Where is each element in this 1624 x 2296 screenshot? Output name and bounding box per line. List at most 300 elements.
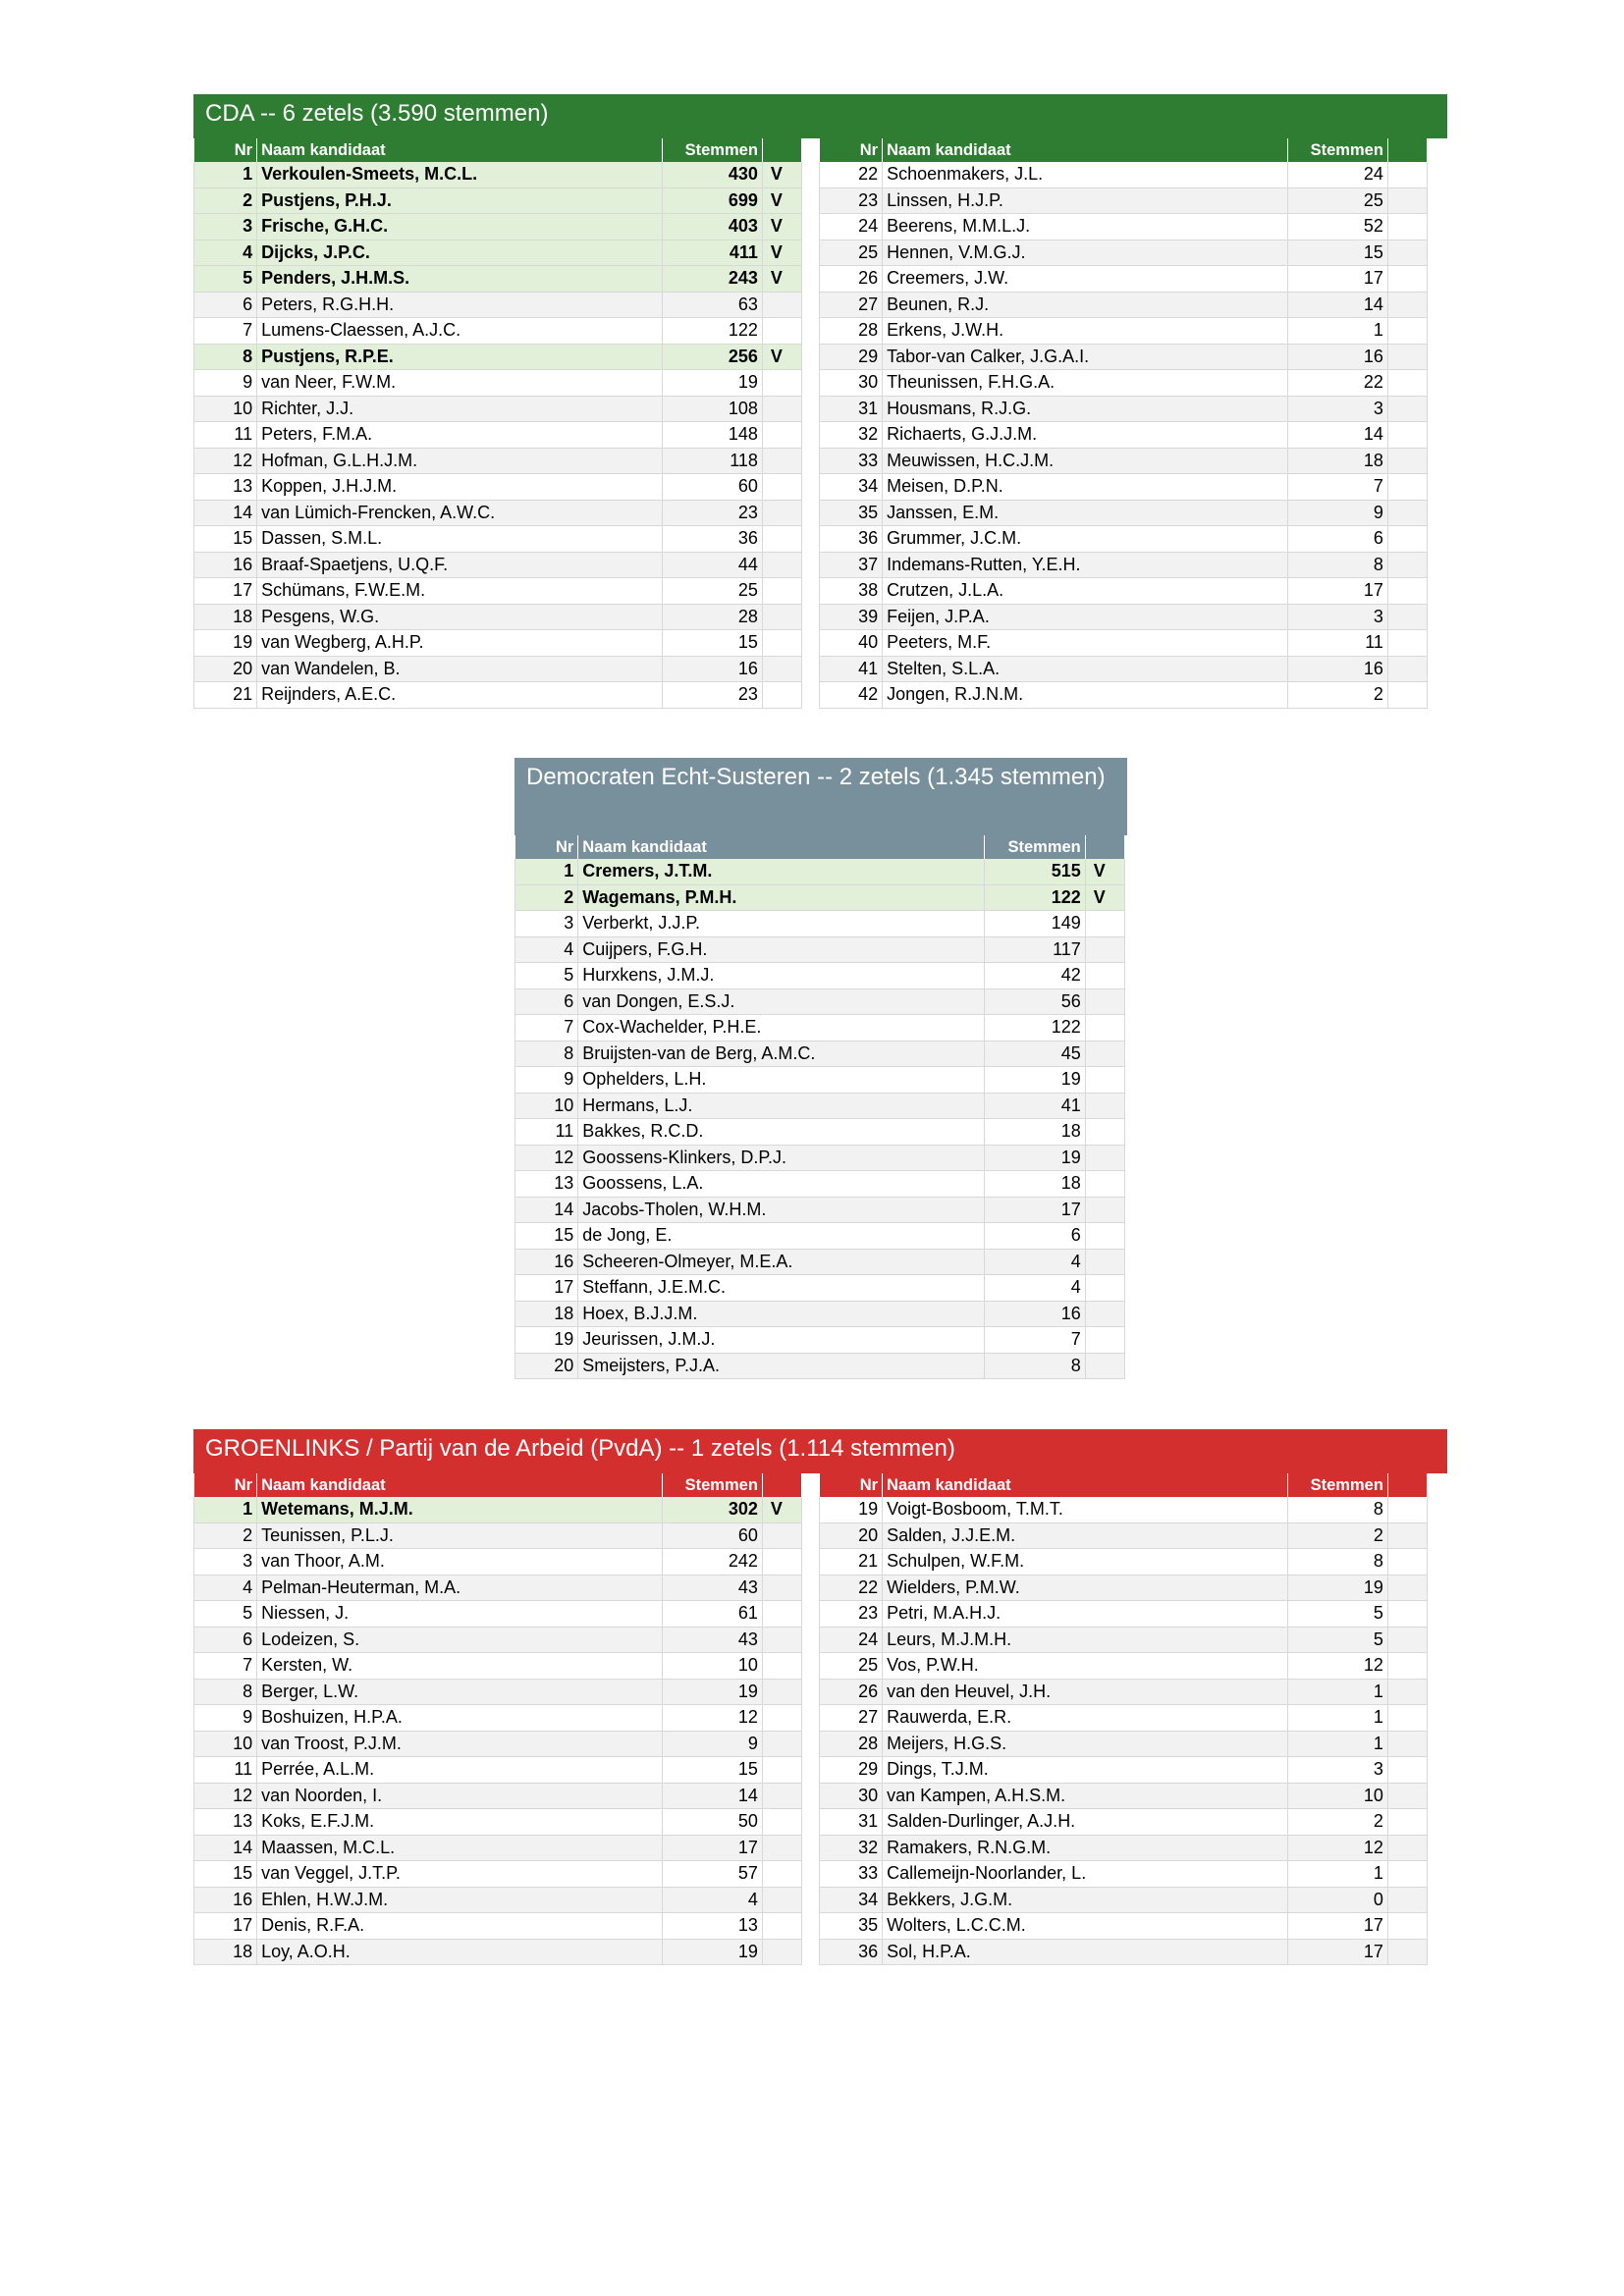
elected-mark — [1085, 1353, 1124, 1379]
candidate-votes: 3 — [1287, 604, 1387, 630]
candidate-name: Sol, H.P.A. — [883, 1939, 1288, 1965]
candidate-nr: 41 — [820, 656, 883, 682]
table-row — [820, 162, 1428, 187]
elected-mark — [1387, 1757, 1427, 1784]
candidate-nr: 23 — [820, 187, 883, 214]
candidate-votes: 8 — [1287, 552, 1387, 578]
candidate-votes: 61 — [662, 1601, 762, 1628]
candidate-votes: 22 — [1287, 370, 1387, 397]
table-row — [515, 963, 1125, 989]
candidate-nr: 6 — [194, 1627, 257, 1653]
candidate-nr: 6 — [515, 988, 578, 1015]
elected-mark — [1387, 1705, 1427, 1732]
candidate-name: Niessen, J. — [257, 1601, 663, 1628]
candidate-nr: 5 — [194, 1601, 257, 1628]
candidate-votes: 14 — [662, 1783, 762, 1809]
candidate-votes: 11 — [1287, 630, 1387, 657]
elected-mark: V — [762, 214, 801, 240]
table-row — [820, 1861, 1428, 1888]
column-header-votes: Stemmen — [662, 138, 762, 162]
candidate-name: Berger, L.W. — [257, 1679, 663, 1705]
table-row — [820, 1731, 1428, 1757]
elected-mark — [1387, 630, 1427, 657]
candidate-votes: 25 — [1287, 187, 1387, 214]
candidate-votes: 13 — [662, 1913, 762, 1940]
candidate-votes: 14 — [1287, 292, 1387, 318]
candidate-nr: 18 — [515, 1301, 578, 1327]
elected-mark — [1387, 1601, 1427, 1628]
table-row — [194, 1679, 802, 1705]
candidate-votes: 15 — [1287, 240, 1387, 266]
candidate-name: Ophelders, L.H. — [578, 1067, 985, 1094]
table-row — [820, 526, 1428, 553]
candidate-votes: 122 — [985, 884, 1085, 911]
table-row — [820, 1705, 1428, 1732]
candidate-nr: 9 — [194, 1705, 257, 1732]
candidate-table — [819, 138, 1428, 709]
candidate-name: Bruijsten-van de Berg, A.M.C. — [578, 1041, 985, 1067]
elected-mark — [1085, 988, 1124, 1015]
column-header-elected — [1387, 138, 1427, 162]
table-row — [515, 1145, 1125, 1171]
candidate-nr: 4 — [194, 240, 257, 266]
candidate-name: Meuwissen, H.C.J.M. — [883, 448, 1288, 474]
elected-mark — [762, 1757, 801, 1784]
elected-mark — [762, 396, 801, 422]
candidate-nr: 4 — [194, 1575, 257, 1601]
elected-mark — [1387, 474, 1427, 501]
candidate-votes: 17 — [985, 1197, 1085, 1223]
candidate-votes: 4 — [985, 1249, 1085, 1275]
table-row — [194, 187, 802, 214]
candidate-votes: 19 — [662, 370, 762, 397]
table-row — [820, 1601, 1428, 1628]
table-row — [515, 884, 1125, 911]
candidate-name: van Veggel, J.T.P. — [257, 1861, 663, 1888]
candidate-votes: 149 — [985, 911, 1085, 937]
elected-mark — [1085, 1145, 1124, 1171]
candidate-nr: 42 — [820, 682, 883, 709]
candidate-votes: 19 — [1287, 1575, 1387, 1601]
elected-mark — [1085, 1197, 1124, 1223]
table-row — [820, 604, 1428, 630]
candidate-name: Verkoulen-Smeets, M.C.L. — [257, 162, 663, 187]
candidate-name: Housmans, R.J.G. — [883, 396, 1288, 422]
candidate-nr: 8 — [515, 1041, 578, 1067]
elected-mark — [762, 552, 801, 578]
table-row — [194, 500, 802, 526]
table-row — [194, 1549, 802, 1575]
candidate-votes: 6 — [1287, 526, 1387, 553]
candidate-nr: 12 — [194, 448, 257, 474]
table-row — [820, 500, 1428, 526]
candidate-votes: 63 — [662, 292, 762, 318]
candidate-votes: 50 — [662, 1809, 762, 1836]
table-row — [515, 1067, 1125, 1094]
candidate-nr: 11 — [194, 1757, 257, 1784]
elected-mark — [1387, 1497, 1427, 1522]
table-row — [194, 448, 802, 474]
candidate-nr: 15 — [194, 1861, 257, 1888]
candidate-nr: 34 — [820, 1887, 883, 1913]
elected-mark — [762, 526, 801, 553]
candidate-table — [193, 138, 802, 709]
candidate-nr: 20 — [194, 656, 257, 682]
candidate-votes: 17 — [1287, 1939, 1387, 1965]
candidate-votes: 23 — [662, 682, 762, 709]
candidate-name: Dijcks, J.P.C. — [257, 240, 663, 266]
candidate-votes: 52 — [1287, 214, 1387, 240]
table-row — [194, 1627, 802, 1653]
candidate-name: van Wegberg, A.H.P. — [257, 630, 663, 657]
table-row — [820, 1653, 1428, 1680]
elected-mark — [762, 1549, 801, 1575]
column-header-name: Naam kandidaat — [578, 835, 985, 859]
candidate-nr: 16 — [515, 1249, 578, 1275]
elected-mark: V — [762, 240, 801, 266]
elected-mark — [1387, 396, 1427, 422]
elected-mark — [1387, 656, 1427, 682]
table-row — [194, 1731, 802, 1757]
candidate-votes: 148 — [662, 422, 762, 449]
candidate-nr: 24 — [820, 214, 883, 240]
candidate-nr: 33 — [820, 448, 883, 474]
candidate-nr: 35 — [820, 500, 883, 526]
candidate-nr: 30 — [820, 1783, 883, 1809]
candidate-name: Braaf-Spaetjens, U.Q.F. — [257, 552, 663, 578]
candidate-nr: 27 — [820, 1705, 883, 1732]
table-row — [820, 656, 1428, 682]
column-header-elected — [762, 1473, 801, 1497]
candidate-votes: 7 — [1287, 474, 1387, 501]
elected-mark — [1085, 1015, 1124, 1041]
candidate-nr: 23 — [820, 1601, 883, 1628]
candidate-nr: 5 — [515, 963, 578, 989]
table-row — [194, 1601, 802, 1628]
candidate-name: van Neer, F.W.M. — [257, 370, 663, 397]
table-row — [820, 344, 1428, 370]
candidate-name: Scheeren-Olmeyer, M.E.A. — [578, 1249, 985, 1275]
elected-mark — [1387, 370, 1427, 397]
candidate-nr: 15 — [194, 526, 257, 553]
candidate-votes: 9 — [1287, 500, 1387, 526]
table-row — [820, 1522, 1428, 1549]
table-row — [515, 911, 1125, 937]
column-header-elected — [1387, 1473, 1427, 1497]
candidate-votes: 17 — [1287, 1913, 1387, 1940]
elected-mark: V — [1085, 859, 1124, 884]
candidate-name: Linssen, H.J.P. — [883, 187, 1288, 214]
candidate-name: Wetemans, M.J.M. — [257, 1497, 663, 1522]
candidate-name: Hennen, V.M.G.J. — [883, 240, 1288, 266]
candidate-votes: 122 — [985, 1015, 1085, 1041]
candidate-votes: 19 — [662, 1939, 762, 1965]
candidate-votes: 56 — [985, 988, 1085, 1015]
elected-mark — [762, 1705, 801, 1732]
candidate-votes: 2 — [1287, 682, 1387, 709]
candidate-votes: 24 — [1287, 162, 1387, 187]
candidate-name: Bakkes, R.C.D. — [578, 1119, 985, 1146]
elected-mark — [1387, 604, 1427, 630]
table-row — [194, 1887, 802, 1913]
table-row — [515, 1249, 1125, 1275]
candidate-nr: 21 — [194, 682, 257, 709]
candidate-name: Pesgens, W.G. — [257, 604, 663, 630]
candidate-nr: 2 — [515, 884, 578, 911]
candidate-votes: 45 — [985, 1041, 1085, 1067]
column-header-nr: Nr — [194, 1473, 257, 1497]
elected-mark — [1387, 187, 1427, 214]
candidate-votes: 243 — [662, 266, 762, 293]
elected-mark — [762, 448, 801, 474]
candidate-nr: 5 — [194, 266, 257, 293]
table-row — [194, 578, 802, 605]
table-row — [515, 1275, 1125, 1302]
candidate-table — [514, 835, 1125, 1379]
candidate-nr: 7 — [194, 318, 257, 345]
elected-mark — [762, 1522, 801, 1549]
candidate-nr: 13 — [194, 474, 257, 501]
candidate-votes: 41 — [985, 1093, 1085, 1119]
candidate-name: Schümans, F.W.E.M. — [257, 578, 663, 605]
candidate-votes: 23 — [662, 500, 762, 526]
candidate-votes: 411 — [662, 240, 762, 266]
candidate-nr: 40 — [820, 630, 883, 657]
candidate-name: Callemeijn-Noorlander, L. — [883, 1861, 1288, 1888]
candidate-nr: 2 — [194, 187, 257, 214]
candidate-nr: 3 — [194, 1549, 257, 1575]
elected-mark — [762, 422, 801, 449]
table-row — [820, 396, 1428, 422]
party-groenlinks-pvda — [193, 1429, 1447, 1965]
table-row — [820, 630, 1428, 657]
candidate-name: Jeurissen, J.M.J. — [578, 1327, 985, 1354]
candidate-votes: 8 — [1287, 1549, 1387, 1575]
elected-mark — [1387, 1575, 1427, 1601]
candidate-name: Jacobs-Tholen, W.H.M. — [578, 1197, 985, 1223]
candidate-name: Vos, P.W.H. — [883, 1653, 1288, 1680]
elected-mark — [1387, 292, 1427, 318]
candidate-nr: 18 — [194, 1939, 257, 1965]
candidate-nr: 14 — [515, 1197, 578, 1223]
candidate-name: Schulpen, W.F.M. — [883, 1549, 1288, 1575]
elected-mark — [1387, 1627, 1427, 1653]
candidate-votes: 1 — [1287, 318, 1387, 345]
table-row — [194, 214, 802, 240]
candidate-tables — [193, 138, 1447, 709]
candidate-name: Reijnders, A.E.C. — [257, 682, 663, 709]
candidate-nr: 7 — [515, 1015, 578, 1041]
candidate-votes: 8 — [985, 1353, 1085, 1379]
candidate-name: Jongen, R.J.N.M. — [883, 682, 1288, 709]
table-row — [194, 422, 802, 449]
party-header — [193, 94, 1447, 138]
candidate-nr: 38 — [820, 578, 883, 605]
table-row — [515, 1119, 1125, 1146]
elected-mark — [762, 1653, 801, 1680]
candidate-name: Denis, R.F.A. — [257, 1913, 663, 1940]
candidate-votes: 117 — [985, 936, 1085, 963]
candidate-name: Penders, J.H.M.S. — [257, 266, 663, 293]
elected-mark — [1387, 1679, 1427, 1705]
table-row — [515, 1353, 1125, 1379]
candidate-name: Verberkt, J.J.P. — [578, 911, 985, 937]
table-row — [515, 1327, 1125, 1354]
candidate-name: Dassen, S.M.L. — [257, 526, 663, 553]
candidate-name: van Noorden, I. — [257, 1783, 663, 1809]
table-row — [194, 344, 802, 370]
party-title: Democraten Echt-Susteren -- 2 zetels (1.345 stemmen) — [526, 764, 1106, 790]
candidate-name: van Wandelen, B. — [257, 656, 663, 682]
candidate-nr: 1 — [194, 1497, 257, 1522]
candidate-votes: 9 — [662, 1731, 762, 1757]
elected-mark — [762, 1887, 801, 1913]
table-row — [820, 1679, 1428, 1705]
table-row — [194, 682, 802, 709]
table-row — [194, 318, 802, 345]
column-header-votes: Stemmen — [662, 1473, 762, 1497]
table-row — [194, 552, 802, 578]
elected-mark — [1085, 1171, 1124, 1198]
elected-mark — [1387, 526, 1427, 553]
table-row — [194, 1861, 802, 1888]
candidate-name: Pelman-Heuterman, M.A. — [257, 1575, 663, 1601]
candidate-votes: 14 — [1287, 422, 1387, 449]
table-row — [194, 1705, 802, 1732]
elected-mark — [1387, 240, 1427, 266]
column-header-votes: Stemmen — [1287, 1473, 1387, 1497]
candidate-votes: 12 — [1287, 1835, 1387, 1861]
candidate-votes: 60 — [662, 474, 762, 501]
elected-mark — [1387, 578, 1427, 605]
elected-mark — [1387, 1835, 1427, 1861]
candidate-votes: 1 — [1287, 1731, 1387, 1757]
candidate-name: Meijers, H.G.S. — [883, 1731, 1288, 1757]
elected-mark — [1387, 1731, 1427, 1757]
candidate-votes: 4 — [985, 1275, 1085, 1302]
candidate-votes: 6 — [985, 1223, 1085, 1250]
candidate-nr: 22 — [820, 162, 883, 187]
party-cda — [193, 94, 1447, 709]
table-row — [194, 1522, 802, 1549]
table-row — [820, 474, 1428, 501]
candidate-name: Kersten, W. — [257, 1653, 663, 1680]
elected-mark — [1387, 1522, 1427, 1549]
column-header-name: Naam kandidaat — [257, 1473, 663, 1497]
elected-mark: V — [1085, 884, 1124, 911]
candidate-name: Wolters, L.C.C.M. — [883, 1913, 1288, 1940]
candidate-nr: 7 — [194, 1653, 257, 1680]
candidate-votes: 699 — [662, 187, 762, 214]
table-row — [194, 1757, 802, 1784]
candidate-nr: 10 — [194, 396, 257, 422]
candidate-name: van den Heuvel, J.H. — [883, 1679, 1288, 1705]
candidate-nr: 20 — [820, 1522, 883, 1549]
candidate-votes: 2 — [1287, 1809, 1387, 1836]
table-row — [194, 630, 802, 657]
column-header-nr: Nr — [820, 1473, 883, 1497]
candidate-votes: 7 — [985, 1327, 1085, 1354]
elected-mark — [1387, 266, 1427, 293]
candidate-name: Cuijpers, F.G.H. — [578, 936, 985, 963]
candidate-name: Feijen, J.P.A. — [883, 604, 1288, 630]
elected-mark — [1387, 1653, 1427, 1680]
candidate-nr: 31 — [820, 396, 883, 422]
elected-mark — [1387, 422, 1427, 449]
candidate-name: Janssen, E.M. — [883, 500, 1288, 526]
party-title: CDA -- 6 zetels (3.590 stemmen) — [205, 100, 549, 127]
candidate-nr: 16 — [194, 1887, 257, 1913]
table-row — [820, 240, 1428, 266]
elected-mark — [1085, 1067, 1124, 1094]
table-row — [515, 988, 1125, 1015]
elected-mark — [762, 604, 801, 630]
elected-mark — [1387, 318, 1427, 345]
table-row — [820, 1757, 1428, 1784]
candidate-name: Ehlen, H.W.J.M. — [257, 1887, 663, 1913]
elected-mark — [762, 682, 801, 709]
elected-mark — [762, 656, 801, 682]
table-row — [194, 162, 802, 187]
column-header-nr: Nr — [194, 138, 257, 162]
candidate-nr: 14 — [194, 500, 257, 526]
table-row — [820, 1497, 1428, 1522]
candidate-name: Goossens-Klinkers, D.P.J. — [578, 1145, 985, 1171]
candidate-nr: 12 — [515, 1145, 578, 1171]
candidate-name: Pustjens, P.H.J. — [257, 187, 663, 214]
candidate-name: Peters, R.G.H.H. — [257, 292, 663, 318]
candidate-name: Crutzen, J.L.A. — [883, 578, 1288, 605]
candidate-nr: 17 — [515, 1275, 578, 1302]
candidate-nr: 29 — [820, 1757, 883, 1784]
table-header-row — [515, 835, 1125, 859]
candidate-votes: 0 — [1287, 1887, 1387, 1913]
table-row — [515, 1015, 1125, 1041]
table-row — [820, 370, 1428, 397]
elected-mark: V — [762, 187, 801, 214]
elected-mark — [1085, 1041, 1124, 1067]
candidate-votes: 4 — [662, 1887, 762, 1913]
candidate-nr: 30 — [820, 370, 883, 397]
candidate-votes: 1 — [1287, 1679, 1387, 1705]
table-row — [194, 474, 802, 501]
candidate-votes: 2 — [1287, 1522, 1387, 1549]
table-row — [820, 1835, 1428, 1861]
candidate-nr: 37 — [820, 552, 883, 578]
table-row — [194, 1497, 802, 1522]
elected-mark: V — [762, 1497, 801, 1522]
candidate-nr: 9 — [194, 370, 257, 397]
candidate-nr: 32 — [820, 1835, 883, 1861]
candidate-nr: 22 — [820, 1575, 883, 1601]
candidate-votes: 5 — [1287, 1601, 1387, 1628]
candidate-nr: 12 — [194, 1783, 257, 1809]
candidate-votes: 17 — [662, 1835, 762, 1861]
elected-mark — [1085, 1275, 1124, 1302]
table-row — [194, 1913, 802, 1940]
elected-mark — [762, 1627, 801, 1653]
candidate-nr: 25 — [820, 1653, 883, 1680]
candidate-nr: 16 — [194, 552, 257, 578]
elected-mark — [1085, 1093, 1124, 1119]
candidate-nr: 27 — [820, 292, 883, 318]
candidate-name: van Dongen, E.S.J. — [578, 988, 985, 1015]
candidate-name: Tabor-van Calker, J.G.A.I. — [883, 344, 1288, 370]
candidate-votes: 43 — [662, 1627, 762, 1653]
candidate-votes: 60 — [662, 1522, 762, 1549]
elected-mark — [762, 1939, 801, 1965]
candidate-votes: 16 — [662, 656, 762, 682]
